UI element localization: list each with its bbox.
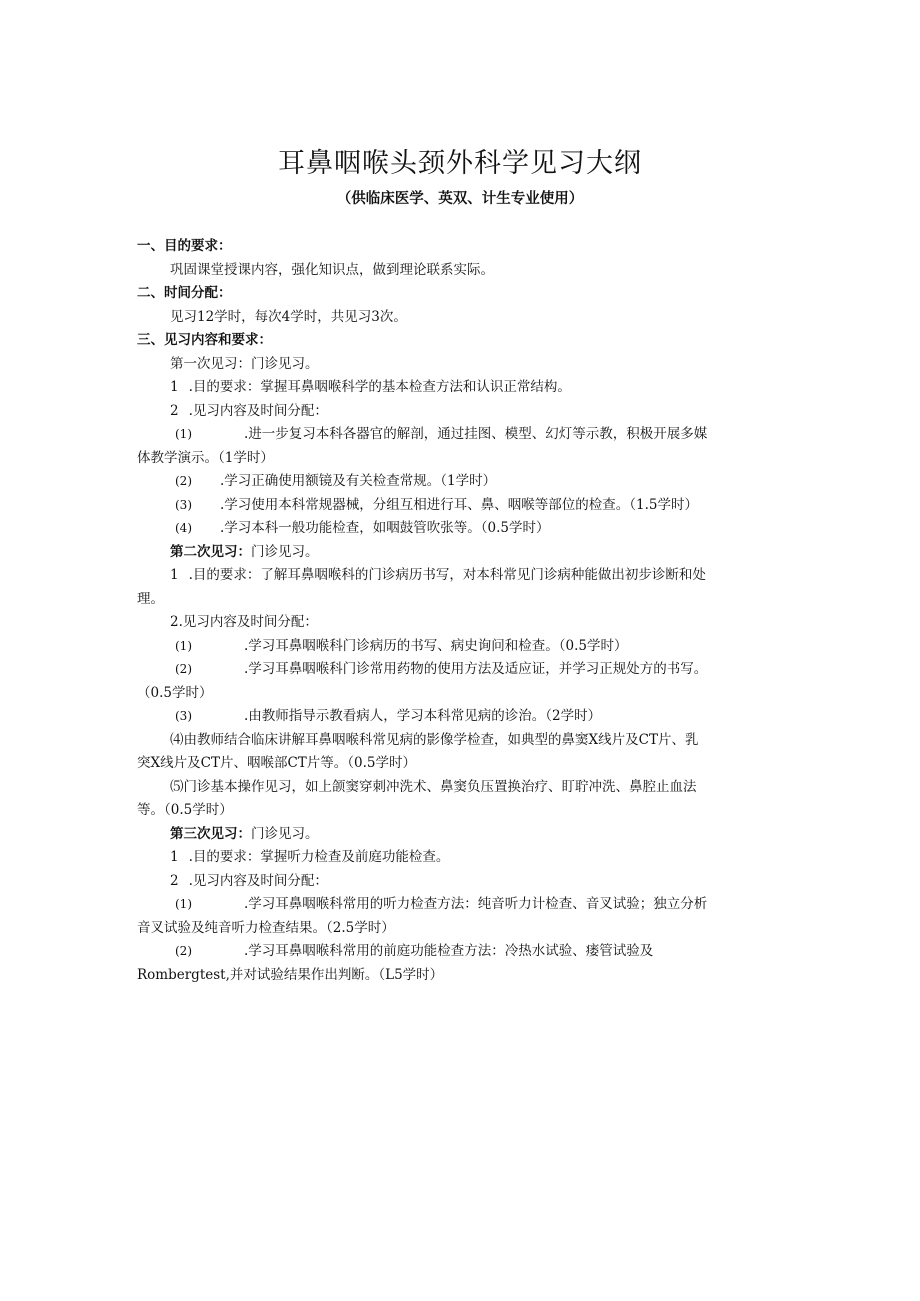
- visit-2-item-4: ⑷由教师结合临床讲解耳鼻咽喉科常见病的影像学检查，如典型的鼻窦X线片及CT片、乳: [170, 731, 699, 748]
- item-number: (1): [175, 897, 192, 911]
- item-text: .目的要求：掌握耳鼻咽喉科学的基本检查方法和认识正常结构。: [188, 379, 571, 395]
- item-number: (1): [175, 427, 192, 441]
- item-text: .见习内容及时间分配：: [188, 402, 328, 419]
- visit-3-title: [137, 823, 787, 847]
- visit-2-item-3: [137, 705, 787, 729]
- visit-2-item-4-cont: 突X线片及CT片、咽喉部CT片等。（0.5学时）: [137, 755, 416, 771]
- item-text: .学习本科一般功能检查，如咽鼓管吹张等。（0.5学时）: [220, 520, 550, 536]
- item-text: .学习耳鼻咽喉科门诊常用药物的使用方法及适应证，并学习正规处方的书写。: [244, 661, 708, 677]
- visit-1-content-heading: [137, 400, 787, 424]
- item-number: (2): [175, 944, 192, 958]
- visit-1-item-2: [137, 470, 787, 494]
- item-number: (2): [175, 662, 192, 676]
- visit-2-title-rest: 门诊见习。: [251, 543, 319, 560]
- item-text: .由教师指导示教看病人，学习本科常见病的诊治。（2学时）: [244, 708, 602, 724]
- item-number: 2: [170, 872, 179, 889]
- section-heading-objectives: 一、目的要求：: [137, 238, 232, 254]
- visit-2-title: [137, 541, 787, 565]
- visit-3-requirement: [137, 846, 787, 870]
- item-text: .学习耳鼻咽喉科门诊病历的书写、病史询问和检查。（0.5学时）: [244, 637, 628, 654]
- item-number: 2: [170, 402, 179, 419]
- visit-3-content-heading: [137, 870, 787, 894]
- item-number: (3): [175, 709, 192, 723]
- item-text: .见习内容及时间分配：: [188, 872, 328, 889]
- item-text: .进一步复习本科各器官的解剖，通过挂图、模型、幻灯等示教，积极开展多媒: [244, 426, 708, 442]
- page-subtitle: （供临床医学、英双、计生专业使用）: [336, 191, 584, 207]
- visit-1-item-3: [137, 494, 787, 518]
- item-text: .目的要求：掌握听力检查及前庭功能检查。: [188, 849, 450, 865]
- visit-1-requirement: [137, 376, 787, 400]
- visit-2-requirement-cont: 理。: [137, 590, 164, 607]
- section-text-time: 见习12学时，每次4学时，共见习3次。: [170, 308, 407, 325]
- visit-1-item-4: [137, 517, 787, 541]
- visit-2-item-1: [137, 635, 787, 659]
- page-title: 耳鼻咽喉头颈外科学见习大纲: [278, 148, 642, 179]
- visit-1-item-1: [137, 423, 787, 447]
- visit-2-item-5-cont: 等。（0.5学时）: [137, 802, 233, 818]
- visit-3-item-1-cont: 音叉试验及纯音听力检查结果。（2.5学时）: [137, 919, 395, 936]
- item-text: .学习耳鼻咽喉科常用的前庭功能检查方法：冷热水试验、瘘管试验及: [244, 943, 654, 959]
- document-body: [137, 235, 787, 987]
- item-number: (4): [175, 521, 192, 535]
- item-number: (3): [175, 497, 192, 512]
- visit-2-item-5: ⑸门诊基本操作见习，如上颌窦穿刺冲洗术、鼻窦负压置换治疗、盯聍冲洗、鼻腔止血法: [170, 778, 697, 795]
- item-text: .目的要求：了解耳鼻咽喉科的门诊病历书写，对本科常见门诊病种能做出初步诊断和处: [188, 567, 706, 583]
- visit-3-title-bold: 第三次见习：: [170, 825, 251, 842]
- visit-2-content-heading: 2.见习内容及时间分配：: [170, 614, 318, 630]
- visit-2-requirement: [137, 564, 787, 588]
- visit-3-title-rest: 门诊见习。: [251, 825, 319, 842]
- item-text: .学习使用本科常规器械，分组互相进行耳、鼻、咽喉等部位的检查。（1.5学时）: [220, 496, 699, 513]
- visit-3-item-2-cont: Rombergtest,并对试验结果作出判断。（L5学时）: [137, 966, 444, 983]
- visit-3-item-2: [137, 940, 787, 964]
- item-text: .学习耳鼻咽喉科常用的听力检查方法：纯音听力计检查、音叉试验；独立分析: [244, 896, 708, 912]
- item-number: 1: [170, 567, 179, 583]
- item-number: (1): [175, 638, 192, 653]
- item-number: 1: [170, 849, 179, 865]
- section-text-objectives: 巩固课堂授课内容，强化知识点，做到理论联系实际。: [170, 261, 494, 278]
- visit-2-item-2-cont: （0.5学时）: [137, 684, 213, 701]
- visit-2-item-2: [137, 658, 787, 682]
- section-heading-content: 三、见习内容和要求：: [137, 332, 272, 348]
- visit-2-title-bold: 第二次见习：: [170, 543, 251, 560]
- visit-3-item-1: [137, 893, 787, 917]
- visit-1-title: 第一次见习：门诊见习。: [170, 355, 319, 372]
- item-number: 1: [170, 379, 179, 395]
- item-number: (2): [175, 474, 192, 488]
- item-text: .学习正确使用额镜及有关检查常规。（1学时）: [220, 473, 497, 489]
- visit-1-item-1-cont: 体教学演示。（1学时）: [137, 449, 274, 466]
- section-heading-time: 二、时间分配：: [137, 285, 232, 301]
